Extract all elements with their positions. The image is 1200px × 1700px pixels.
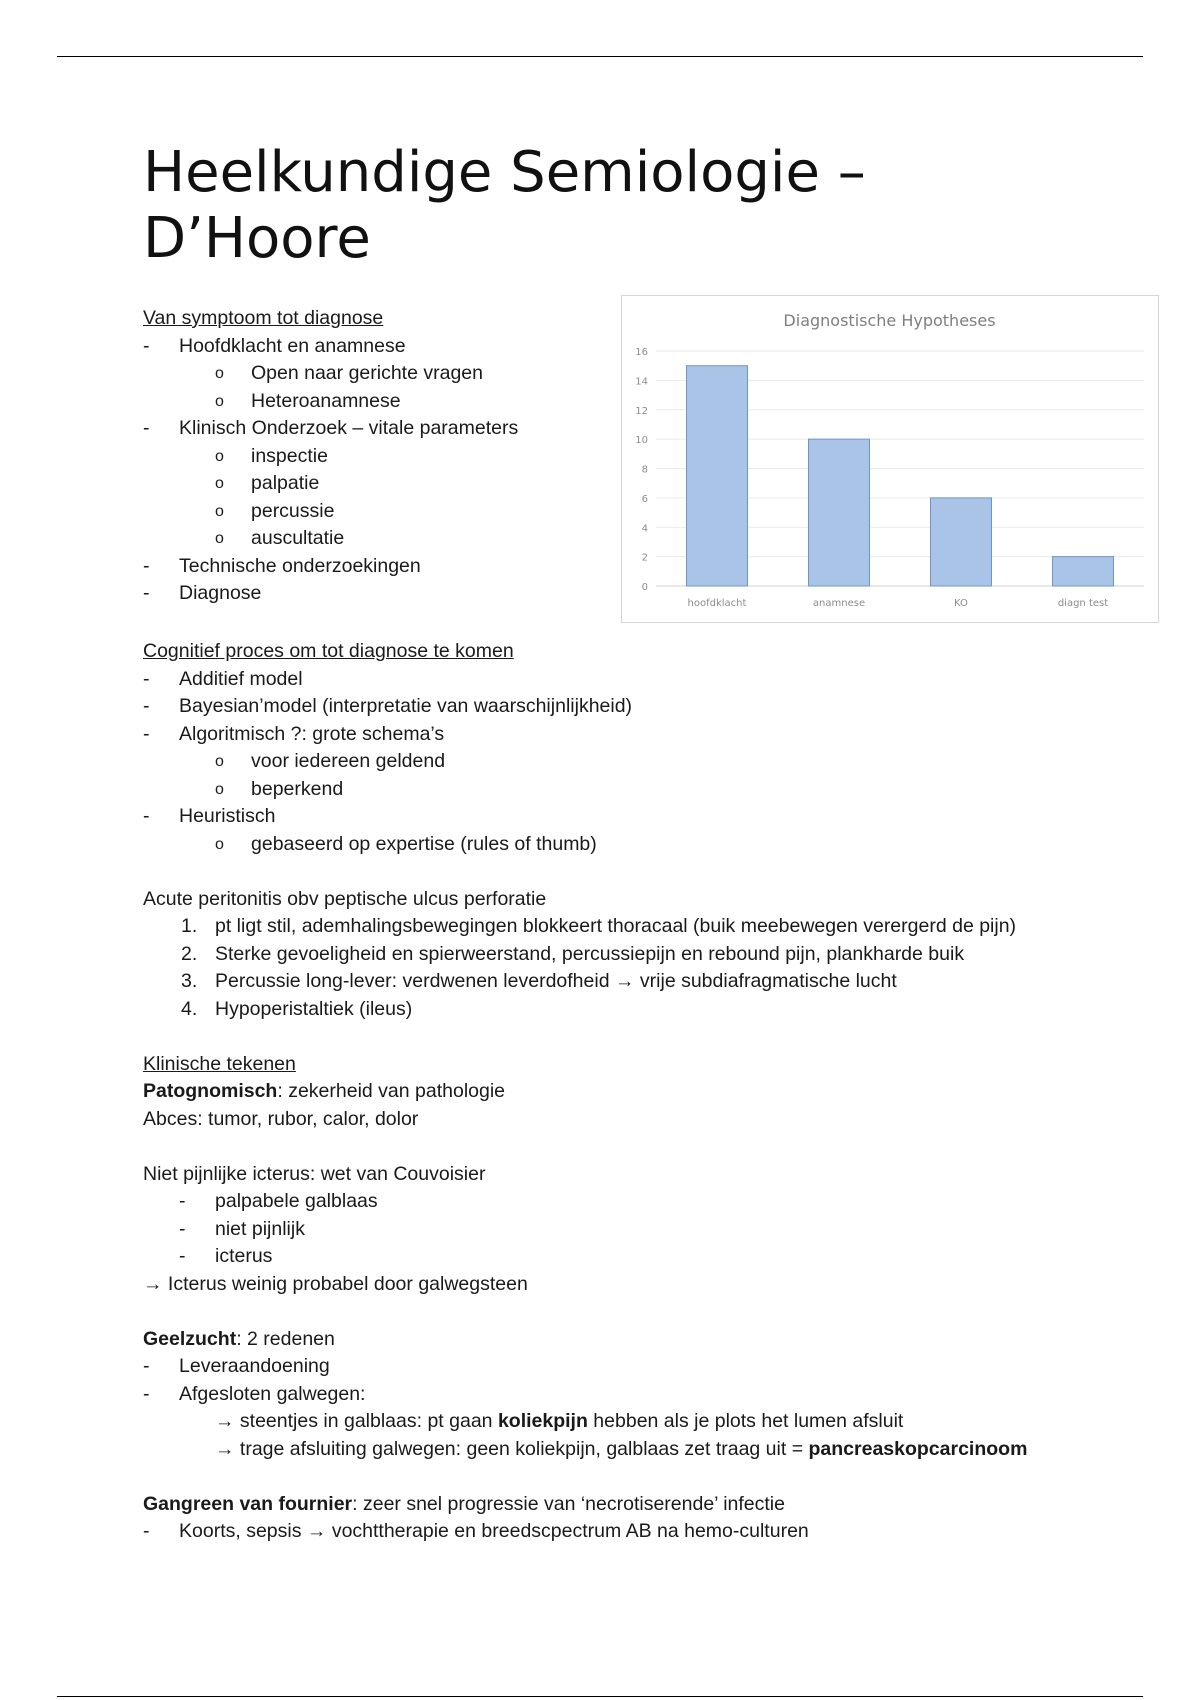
dash-marker: - bbox=[143, 695, 150, 717]
dash-marker: - bbox=[143, 334, 150, 357]
circle-bullet-icon: o bbox=[215, 753, 224, 770]
definition-line: Patognomisch: zekerheid van pathologie bbox=[143, 1080, 506, 1102]
dash-marker: - bbox=[179, 1245, 186, 1267]
list-subitem: o inspectie bbox=[143, 443, 518, 471]
numbered-item: 3. Percussie long-lever: verdwenen leverdofheid → vrije subdiafragmatische lucht bbox=[143, 968, 1027, 996]
dash-marker: - bbox=[143, 554, 150, 577]
list-item: - Afgesloten galwegen: bbox=[143, 1381, 1027, 1409]
list-item: - icterus bbox=[143, 1243, 1027, 1271]
dash-marker: - bbox=[143, 1520, 150, 1542]
y-tick-label: 12 bbox=[635, 405, 648, 417]
list-item: - Heuristisch bbox=[143, 803, 1027, 831]
text-line: Abces: tumor, rubor, calor, dolor bbox=[143, 1107, 419, 1130]
chart-bar-anamnese bbox=[809, 439, 870, 586]
list-item: - Technische onderzoekingen bbox=[143, 553, 518, 581]
dash-marker: - bbox=[143, 417, 150, 439]
y-tick-label: 8 bbox=[641, 464, 648, 476]
title-line-2: D’Hoore bbox=[143, 206, 371, 271]
footer-rule bbox=[57, 1696, 1143, 1697]
dash-marker: - bbox=[143, 582, 150, 604]
title-line-1: Heelkundige Semiologie – bbox=[143, 140, 866, 205]
circle-bullet-icon: o bbox=[215, 530, 224, 547]
chart-bar-diagn-test bbox=[1053, 557, 1114, 586]
list-subitem: o percussie bbox=[143, 498, 518, 526]
list-item: - Koorts, sepsis → vochttherapie en breedscpectrum AB na hemo-culturen bbox=[143, 1518, 1027, 1546]
section-heading: Niet pijnlijke icterus: wet van Couvoisier bbox=[143, 1162, 486, 1185]
list-item: - Hoofdklacht en anamnese bbox=[143, 333, 518, 361]
list-item: - Additief model bbox=[143, 666, 1027, 694]
chart-canvas bbox=[622, 296, 1157, 621]
dash-marker: - bbox=[179, 1217, 186, 1240]
arrow-subitem: → trage afsluiting galwegen: geen koliekpijn, galblaas zet traag uit = pancreaskopcarcinoom bbox=[215, 1437, 1028, 1460]
chart-bar-hoofdklacht bbox=[687, 366, 748, 586]
section-symptoom-diagnose bbox=[143, 305, 518, 608]
numbered-item: 1. pt ligt stil, ademhalingsbewegingen blokkeert thoracaal (buik meebewegen verergerd de pijn) bbox=[143, 913, 1027, 941]
list-subitem: o Open naar gerichte vragen bbox=[143, 360, 518, 388]
x-tick-label: anamnese bbox=[812, 598, 866, 609]
list-item: - Diagnose bbox=[143, 580, 518, 608]
arrow-right-icon: → bbox=[143, 1272, 163, 1295]
item-number: 3. bbox=[181, 970, 198, 992]
circle-bullet-icon: o bbox=[215, 392, 224, 410]
list-subitem: o palpatie bbox=[143, 470, 518, 498]
circle-bullet-icon: o bbox=[215, 475, 224, 492]
list-subitem: o voor iedereen geldend bbox=[143, 748, 1027, 776]
x-tick-label: hoofdklacht bbox=[687, 598, 747, 609]
list-item: - Klinisch Onderzoek – vitale parameters bbox=[143, 415, 518, 443]
list-item: - niet pijnlijk bbox=[143, 1216, 1027, 1244]
dash-marker: - bbox=[143, 1382, 150, 1405]
item-number: 2. bbox=[181, 942, 198, 965]
list-subitem: o auscultatie bbox=[143, 525, 518, 553]
list-item: - palpabele galblaas bbox=[143, 1188, 1027, 1216]
chart-title: Diagnostische Hypotheses bbox=[783, 311, 996, 330]
y-tick-label: 14 bbox=[635, 376, 648, 388]
y-tick-label: 4 bbox=[641, 523, 648, 535]
definition-line: Gangreen van fournier: zeer snel progressie van ‘necrotiserende’ infectie bbox=[143, 1492, 785, 1515]
item-number: 1. bbox=[181, 915, 198, 937]
list-subitem: o beperkend bbox=[143, 776, 1027, 804]
numbered-item: 4. Hypoperistaltiek (ileus) bbox=[143, 996, 1027, 1024]
header-rule bbox=[57, 56, 1143, 57]
list-item: - Leveraandoening bbox=[143, 1353, 1027, 1381]
dash-marker: - bbox=[143, 667, 150, 690]
y-tick-label: 6 bbox=[641, 493, 648, 505]
arrow-right-icon: → bbox=[614, 970, 635, 992]
x-tick-label: KO bbox=[954, 598, 968, 609]
section-heading: Van symptoom tot diagnose bbox=[143, 307, 384, 329]
list-subitem: o Heteroanamnese bbox=[143, 388, 518, 416]
list-item: - Bayesian’model (interpretatie van waarschijnlijkheid) bbox=[143, 693, 1027, 721]
arrow-right-icon: → bbox=[215, 1437, 235, 1460]
dash-marker: - bbox=[143, 722, 150, 745]
y-tick-label: 2 bbox=[641, 552, 648, 564]
list-item: - Algoritmisch ?: grote schema’s bbox=[143, 721, 1027, 749]
section-heading: Klinische tekenen bbox=[143, 1052, 296, 1075]
section-heading: Cognitief proces om tot diagnose te komen bbox=[143, 640, 514, 662]
list-subitem: o gebaseerd op expertise (rules of thumb) bbox=[143, 831, 1027, 859]
circle-bullet-icon: o bbox=[215, 780, 224, 798]
document-body bbox=[143, 638, 1027, 1546]
section-heading: Acute peritonitis obv peptische ulcus perforatie bbox=[143, 887, 547, 910]
y-tick-label: 10 bbox=[635, 435, 648, 447]
diagnostische-hypotheses-chart bbox=[621, 295, 1159, 623]
y-tick-label: 16 bbox=[635, 347, 648, 358]
circle-bullet-icon: o bbox=[215, 835, 224, 853]
page-title bbox=[143, 140, 866, 272]
dash-marker: - bbox=[179, 1190, 186, 1212]
y-tick-label: 0 bbox=[641, 582, 648, 593]
conclusion-line: → Icterus weinig probabel door galwegsteen bbox=[143, 1272, 528, 1295]
arrow-right-icon: → bbox=[306, 1520, 327, 1542]
circle-bullet-icon: o bbox=[215, 365, 224, 382]
definition-line: Geelzucht: 2 redenen bbox=[143, 1327, 335, 1350]
circle-bullet-icon: o bbox=[215, 447, 224, 465]
x-tick-label: diagn test bbox=[1057, 598, 1109, 609]
numbered-item: 2. Sterke gevoeligheid en spierweerstand, percussiepijn en rebound pijn, plankharde buik bbox=[143, 941, 1027, 969]
circle-bullet-icon: o bbox=[215, 502, 224, 520]
arrow-right-icon: → bbox=[215, 1410, 235, 1432]
dash-marker: - bbox=[143, 1355, 150, 1377]
dash-marker: - bbox=[143, 805, 150, 827]
arrow-subitem: → steentjes in galblaas: pt gaan koliekpijn hebben als je plots het lumen afsluit bbox=[215, 1410, 904, 1432]
item-number: 4. bbox=[181, 997, 198, 1020]
chart-bar-ko bbox=[931, 498, 992, 586]
